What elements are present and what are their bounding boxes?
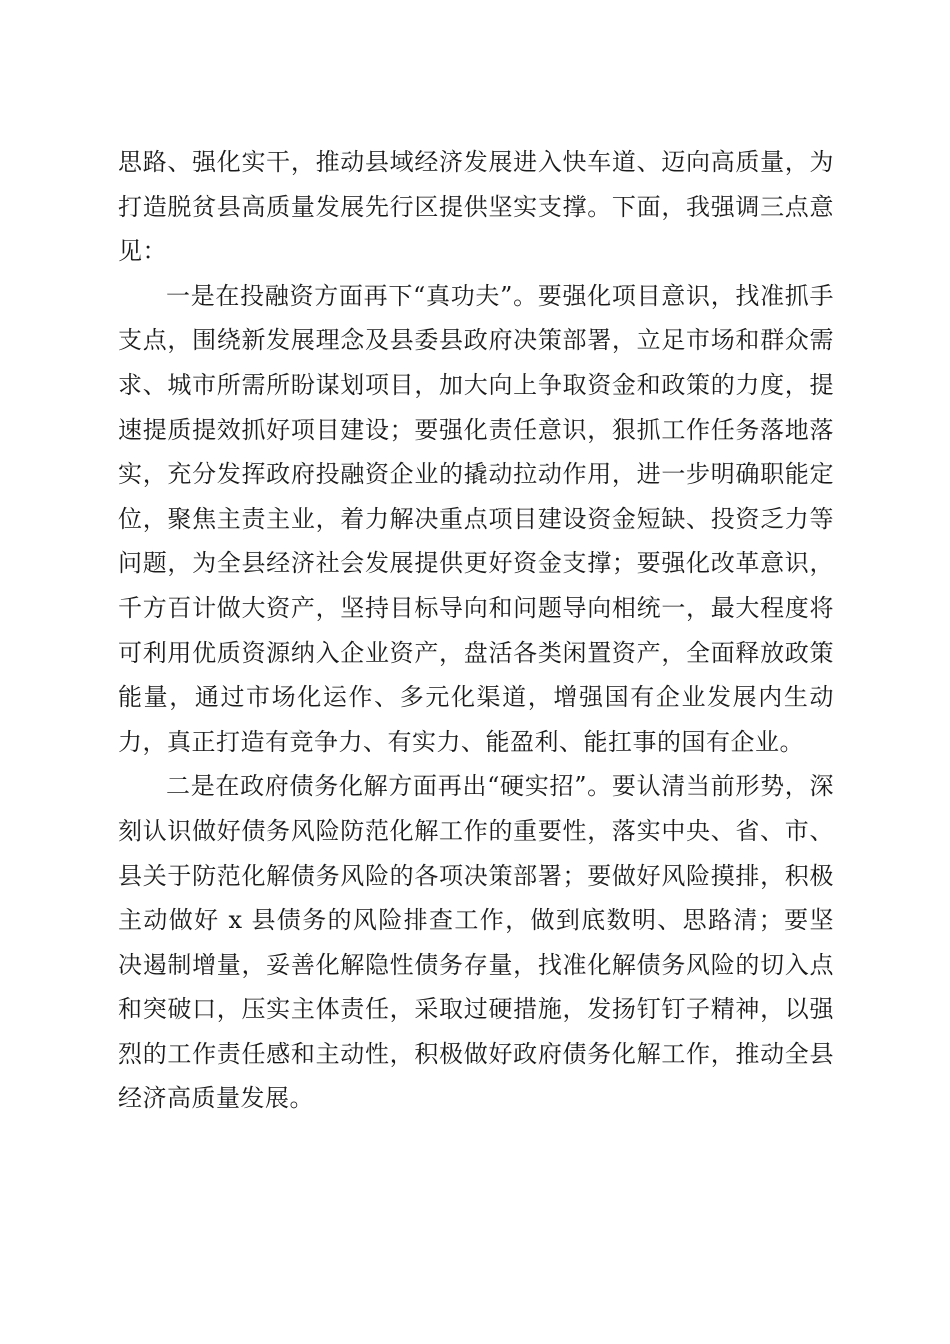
- paragraph-text: 思路、强化实干，推动县域经济发展进入快车道、迈向高质量，为打造脱贫县高质量发展先行区提供坚实支撑。下面，我强调三点意见：: [118, 148, 834, 266]
- paragraph-intro-continuation: [118, 140, 834, 274]
- paragraph-investment-financing: [118, 274, 834, 765]
- paragraph-text: 要强化项目意识，找准抓手支点，围绕新发展理念及县委县政府决策部署，立足市场和群众需求、城市所需所盼谋划项目，加大向上争取资金和政策的力度，提速提质提效抓好项目建设；要强化责任意识，狠抓工作任务落地落实，充分发挥政府投融资企业的撬动拉动作用，进一步明确职能定位，聚焦主责主业，着力解决重点项目建设资金短缺、投资乏力等问题，为全县经济社会发展提供更好资金支撑；要强化改革意识，千方百计做大资产，坚持目标导向和问题导向相统一，最大程度将可利用优质资源纳入企业资产，盘活各类闲置资产，全面释放政策能量，通过市场化运作、多元化渠道，增强国有企业发展内生动力，真正打造有竞争力、有实力、能盈利、能扛事的国有企业。: [118, 281, 835, 756]
- paragraph-lead: 二是在政府债务化解方面再出“硬实招”。: [166, 772, 612, 801]
- paragraph-text: 要认清当前形势，深刻认识做好债务风险防范化解工作的重要性，落实中央、省、市、县关于防范化解债务风险的各项决策部署；要做好风险摸排，积极主动做好 x 县债务的风险排查工作，做到底数明、思路清；要坚决遏制增量，妥善化解隐性债务存量，找准化解债务风险的切入点和突破口，压实主体责任，采取过硬措施，发扬钉钉子精神，以强烈的工作责任感和主动性，积极做好政府债务化解工作，推动全县经济高质量发展。: [118, 772, 835, 1113]
- paragraph-lead: 一是在投融资方面再下“真功夫”。: [166, 281, 538, 310]
- paragraph-debt-resolution: [118, 764, 834, 1121]
- document-page: [118, 140, 834, 1121]
